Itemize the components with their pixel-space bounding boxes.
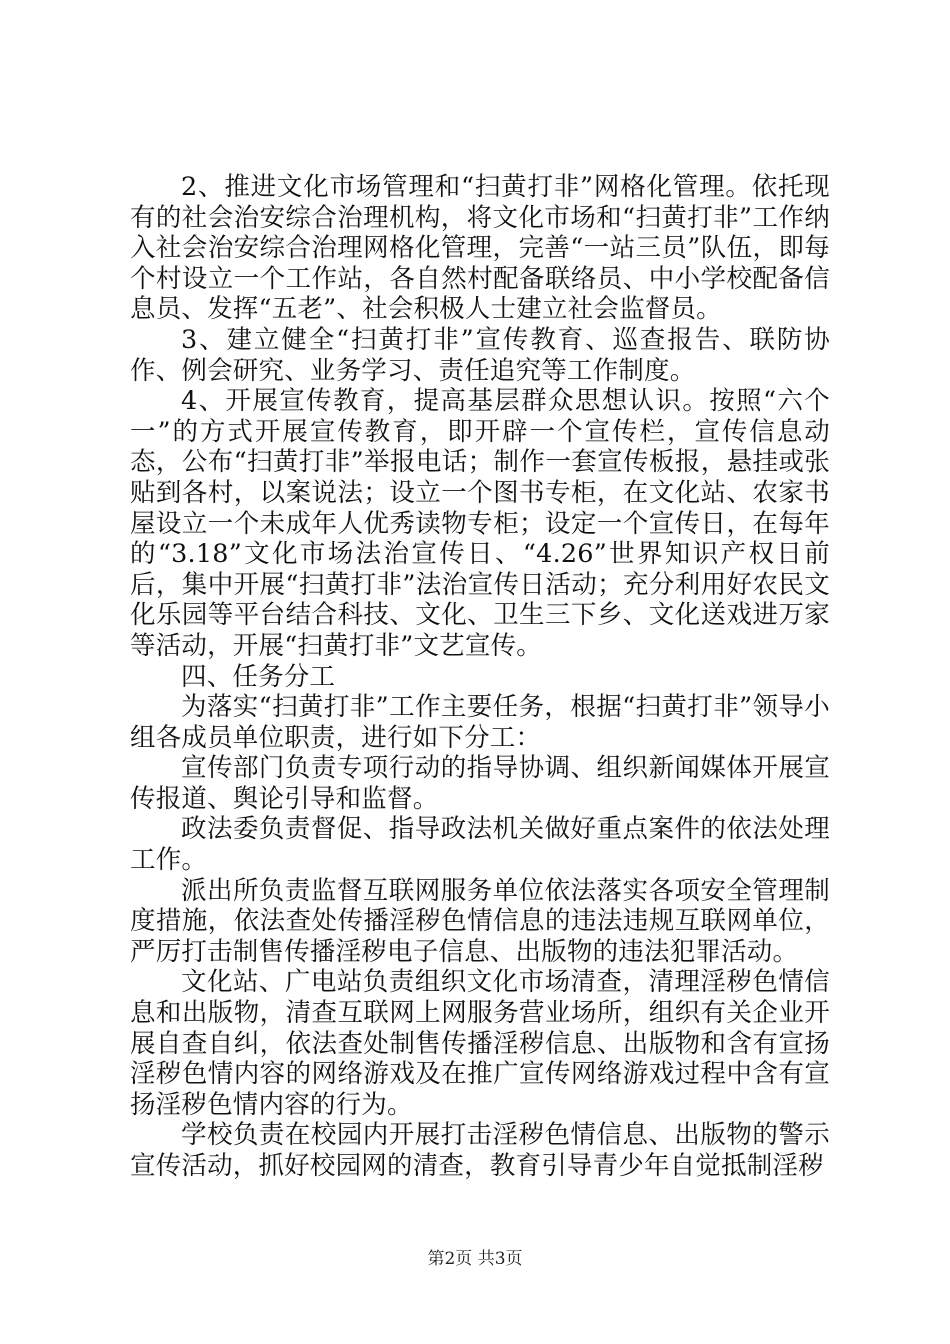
paragraph-item-2: 2、推进文化市场管理和“扫黄打非”网格化管理。依托现有的社会治安综合治理机构，将文化市场和“扫黄打非”工作纳入社会治安综合治理网格化管理，完善“一站三员”队伍，即每个村设立一个工作站，各自然村配备联络员、中小学校配备信息员、发挥“五老”、社会积极人士建立社会监督员。 — [130, 172, 830, 325]
paragraph-police-station: 派出所负责监督互联网服务单位依法落实各项安全管理制度措施，依法查处传播淫秽色情信息的违法违规互联网单位，严厉打击制售传播淫秽电子信息、出版物的违法犯罪活动。 — [130, 875, 830, 967]
paragraph-school: 学校负责在校园内开展打击淫秽色情信息、出版物的警示宣传活动，抓好校园网的清查，教育引导青少年自觉抵制淫秽 — [130, 1120, 830, 1181]
paragraph-intro: 为落实“扫黄打非”工作主要任务，根据“扫黄打非”领导小组各成员单位职责，进行如下分工： — [130, 692, 830, 753]
section-heading-task-division: 四、任务分工 — [181, 661, 336, 692]
page-footer: 第2页 共3页 — [427, 1249, 523, 1269]
paragraph-political-legal: 政法委负责督促、指导政法机关做好重点案件的依法处理工作。 — [130, 814, 830, 876]
paragraph-item-3: 3、建立健全“扫黄打非”宣传教育、巡查报告、联防协作、例会研究、业务学习、责任追究等工作制度。 — [130, 324, 830, 386]
paragraph-culture-station: 文化站、广电站负责组织文化市场清查，清理淫秽色情信息和出版物，清查互联网上网服务营业场所，组织有关企业开展自查自纠，依法查处制售传播淫秽信息、出版物和含有宣扬淫秽色情内容的网络游戏及在推广宣传网络游戏过程中含有宣扬淫秽色情内容的行为。 — [130, 967, 830, 1120]
paragraph-propaganda-dept: 宣传部门负责专项行动的指导协调、组织新闻媒体开展宣传报道、舆论引导和监督。 — [130, 753, 830, 814]
document-body — [130, 172, 830, 1182]
paragraph-item-4: 4、开展宣传教育，提高基层群众思想认识。按照“六个一”的方式开展宣传教育，即开辟一个宣传栏，宣传信息动态，公布“扫黄打非”举报电话；制作一套宣传板报，悬挂或张贴到各村，以案说法；设立一个图书专柜，在文化站、农家书屋设立一个未成年人优秀读物专柜；设定一个宣传日，在每年的“3.18”文化市场法治宣传日、“4.26”世界知识产权日前后，集中开展“扫黄打非”法治宣传日活动；充分利用好农民文化乐园等平台结合科技、文化、卫生三下乡、文化送戏进万家等活动，开展“扫黄打非”文艺宣传。 — [130, 386, 830, 661]
